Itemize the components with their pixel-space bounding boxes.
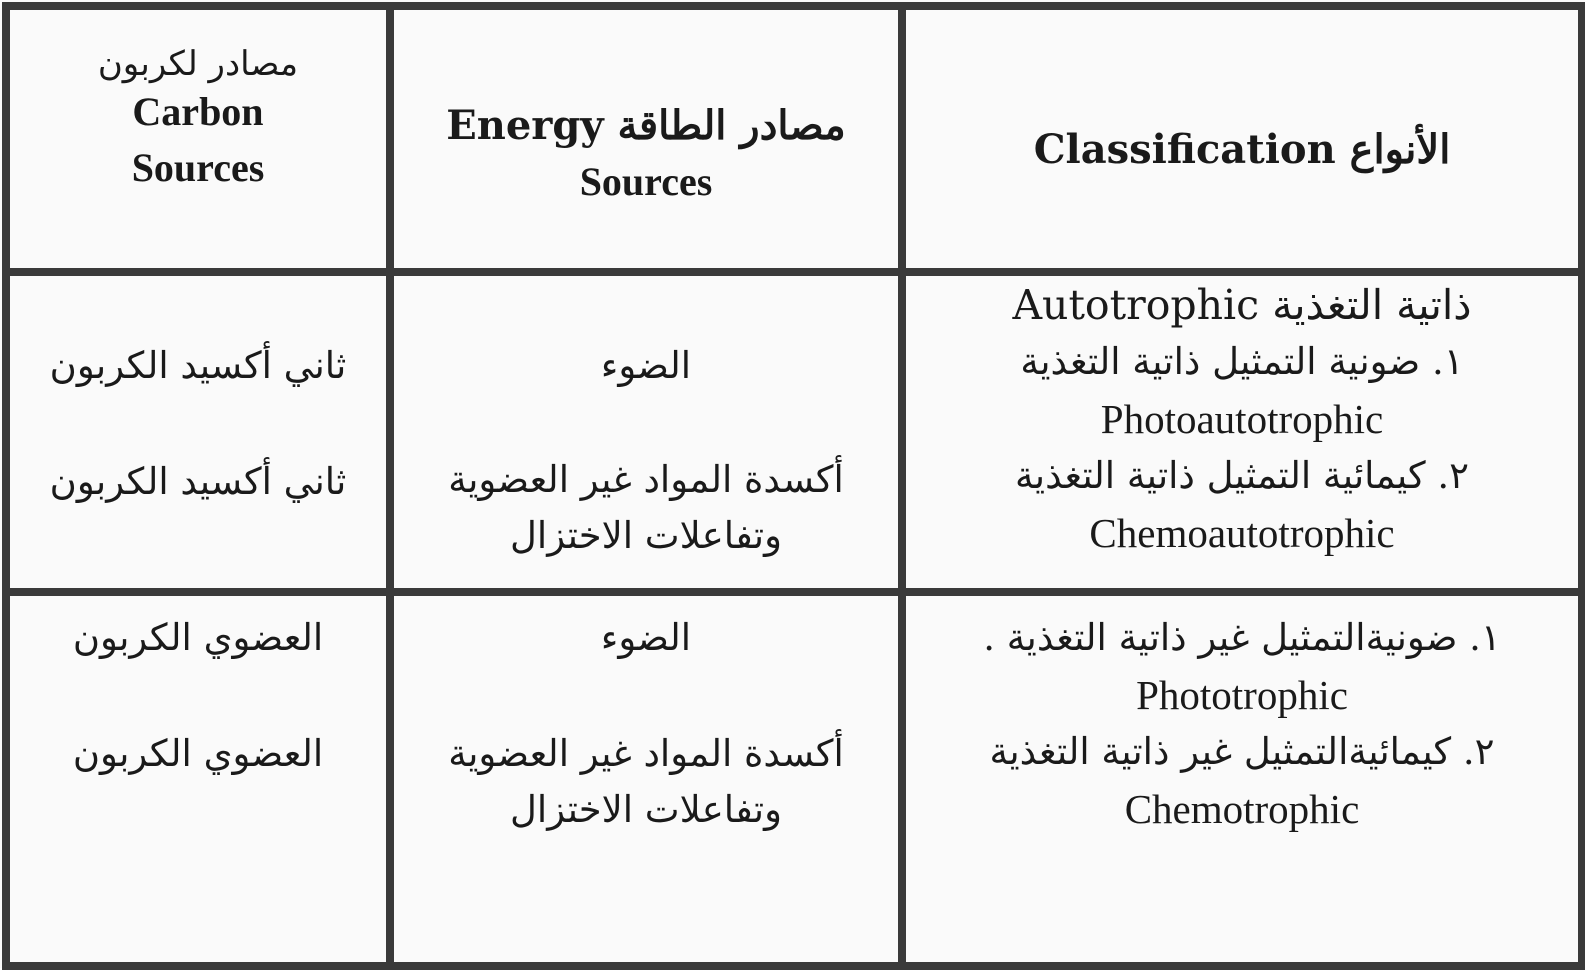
energy-source: الضوء <box>600 616 692 659</box>
classification-item-ar: ٢. كيمائية التمثيل ذاتية التغذية <box>1014 454 1470 497</box>
classification-table <box>2 2 1585 970</box>
header-classification-label: الأنواع Classification <box>1033 126 1451 173</box>
header-carbon-ar: مصادر لكربون <box>97 44 299 84</box>
classification-title: ذاتية التغذية Autotrophic <box>1012 281 1472 329</box>
header-carbon-sources <box>6 6 390 272</box>
energy-source: أكسدة المواد غير العضوية <box>448 458 844 501</box>
classification-item-ar: ١. ضونية التمثيل ذاتية التغذية <box>1020 340 1464 383</box>
header-energy-line-1: مصادر الطاقة Energy <box>446 102 846 149</box>
carbon-source: ثاني أكسيد الكربون <box>49 460 347 503</box>
header-carbon-en-1: Carbon <box>132 89 264 134</box>
row-autotrophic-carbon <box>6 272 390 592</box>
energy-source-cont: وتفاعلات الاختزال <box>510 788 782 831</box>
classification-item-en: Chemotrophic <box>1124 786 1360 832</box>
header-carbon-en-2: Sources <box>131 145 265 190</box>
carbon-source: العضوي الكربون <box>72 732 324 775</box>
classification-item-en: Photoautotrophic <box>1100 396 1384 442</box>
carbon-source: ثاني أكسيد الكربون <box>49 344 347 387</box>
carbon-source: العضوي الكربون <box>72 616 324 659</box>
header-classification <box>902 6 1582 272</box>
header-energy-en-2: Sources <box>579 159 713 204</box>
energy-source: أكسدة المواد غير العضوية <box>448 732 844 775</box>
table-row <box>6 592 1582 966</box>
header-energy-sources <box>390 6 902 272</box>
classification-item-en: Chemoautotrophic <box>1089 510 1395 556</box>
row-autotrophic-energy <box>390 272 902 592</box>
row-autotrophic-classification <box>902 272 1582 592</box>
classification-item-ar: ١. ضونيةالتمثيل غير ذاتية التغذية . <box>983 616 1501 659</box>
row-heterotrophic-carbon <box>6 592 390 966</box>
energy-source: الضوء <box>600 344 692 387</box>
energy-source-cont: وتفاعلات الاختزال <box>510 514 782 557</box>
row-heterotrophic-classification <box>902 592 1582 966</box>
table-row <box>6 272 1582 592</box>
row-heterotrophic-energy <box>390 592 902 966</box>
header-row <box>6 6 1582 272</box>
classification-item-ar: ٢. كيمائيةالتمثيل غير ذاتية التغذية <box>989 730 1495 773</box>
classification-item-en: Phototrophic <box>1136 672 1348 718</box>
